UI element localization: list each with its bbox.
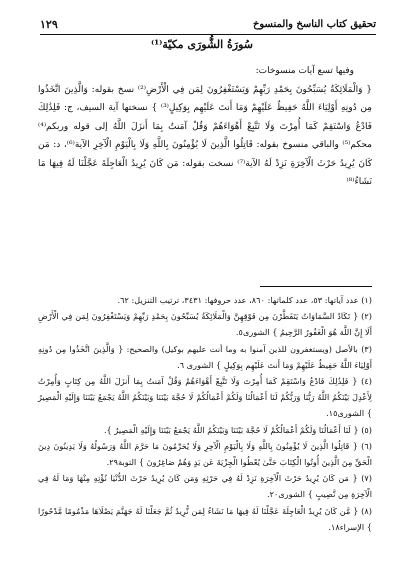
surah-title: سُورَةُ الشُّورَى مكيّة⁽¹⁾ [150, 38, 254, 51]
footnote-1: (١) عدد آياتها: ٥٣، عدد كلماتها: ٨٦٠، عدد حروفها: ٣٤٣١، ترتيب التنزيل: ٦٢. [117, 295, 372, 305]
page-header [40, 17, 376, 35]
header-rule [40, 34, 376, 35]
footnotes [38, 292, 372, 535]
footnote-8: (٨) { مَّن كَانَ يُرِيدُ الْعَاجِلَةَ عَجَّلْنَا لَهُ فِيهَا مَا نَشَاءُ لِمَن نُّرِيدُ ثُمَّ جَعَلْنَا لَهُ جَهَنَّمَ يَصْلَاهَا مَذْمُومًا مَّدْحُورًا } الإسراء١٨. [38, 505, 372, 532]
footnote-7: (٧) { مَن كَانَ يُرِيدُ حَرْثَ الْآخِرَةِ نَزِدْ لَهُ فِي حَرْثِهِ وَمَن كَانَ يُرِيدُ حَرْثَ الدُّنْيَا نُؤْتِهِ مِنْهَا وَمَا لَهُ فِي الْآخِرَةِ مِن نَّصِيبٍ } الشورى٢٠. [38, 473, 372, 500]
footnote-2: (٢) { تَكَادُ السَّمَاوَاتُ يَتَفَطَّرْنَ مِن فَوْقِهِنَّ وَالْمَلَائِكَةُ يُسَبِّحُونَ بِحَمْدِ رَبِّهِمْ وَيَسْتَغْفِرُونَ لِمَن فِي الْأَرْضِ أَلَا إِنَّ اللَّهَ هُوَ الْغَفُورُ الرَّحِيمُ } الشورى٥. [38, 311, 372, 338]
footnote-6: (٦) { قَاتِلُوا الَّذِينَ لَا يُؤْمِنُونَ بِاللَّهِ وَلَا بِالْيَوْمِ الْآخِرِ وَلَا يُحَرِّمُونَ مَا حَرَّمَ اللَّهُ وَرَسُولُهُ وَلَا يَدِينُونَ دِينَ الْحَقِّ مِنَ الَّذِينَ أُوتُوا الْكِتَابَ حَتَّىٰ يُعْطُوا الْجِزْيَةَ عَن يَدٍ وَهُمْ صَاغِرُونَ } التوبة٢٩. [38, 440, 372, 468]
main-text [38, 62, 372, 192]
footnote-separator [260, 286, 372, 287]
page-number: ١٢٩ [40, 18, 58, 31]
footnote-3: (٣) بالأصل (ويستغفرون للذين آمنوا به وما أنت عليهم بوكيل) والصحيح: { وَالَّذِينَ اتَّخَذُوا مِن دُونِهِ أَوْلِيَاءَ اللَّهُ حَفِيظٌ عَلَيْهِمْ وَمَا أَنتَ عَلَيْهِم بِوَكِيلٍ } الشورى ٦. [38, 343, 372, 370]
footnote-5: (٥) { لَنَا أَعْمَالُنَا وَلَكُمْ أَعْمَالُكُمْ لَا حُجَّةَ بَيْنَنَا وَبَيْنَكُمُ اللَّهُ يَجْمَعُ بَيْنَنَا وَإِلَيْهِ الْمَصِيرُ }. [103, 424, 372, 435]
footnote-4: (٤) { فَلِذَٰلِكَ فَادْعُ وَاسْتَقِمْ كَمَا أُمِرْتَ وَلَا تَتَّبِعْ أَهْوَاءَهُمْ وَقُلْ آمَنتُ بِمَا أَنزَلَ اللَّهُ مِن كِتَابٍ وَأُمِرْتُ لِأَعْدِلَ بَيْنَكُمُ اللَّهُ رَبُّنَا وَرَبُّكُمْ لَنَا أَعْمَالُنَا وَلَكُمْ أَعْمَالُكُمْ لَا حُجَّةَ بَيْنَنَا وَبَيْنَكُمُ اللَّهُ يَجْمَعُ بَيْنَنَا وَإِلَيْهِ الْمَصِيرُ } الشورى١٥. [38, 376, 372, 419]
running-title: تحقيق كتاب الناسخ والمنسوخ [252, 19, 376, 30]
body-paragraph: { وَالْمَلَائِكَةُ يُسَبِّحُونَ بِحَمْدِ رَبِّهِمْ وَيَسْتَغْفِرُونَ لِمَن فِي الْأَرْضِ⁽²⁾ نسخ بقوله: وَالَّذِينَ اتَّخَذُوا مِن دُونِهِ أَوْلِيَاءَ اللَّهُ حَفِيظٌ عَلَيْهِمْ وَمَا أَنتَ عَلَيْهِم بِوَكِيلٍ⁽³⁾ } نسختها آية السيف، ج: فَلِذَٰلِكَ فَادْعُ وَاسْتَقِمْ كَمَا أُمِرْتَ وَلَا تَتَّبِعْ أَهْوَاءَهُمْ وَقُلْ آمَنتُ بِمَا أَنزَلَ اللَّهُ إلى قوله وربكم⁽⁴⁾ محكم⁽⁵⁾ والباقي منسوخ بقوله: قَاتِلُوا الَّذِينَ لَا يُؤْمِنُونَ بِاللَّهِ وَلَا بِالْيَوْمِ الْآخِرِ الآية⁽⁶⁾، د: مَن كَانَ يُرِيدُ حَرْثَ الْآخِرَةِ نَزِدْ لَهُ الآية⁽⁷⁾ نسخت بقوله: مَن كَانَ يُرِيدُ الْعَاجِلَةَ عَجَّلْنَا لَهُ فِيهَا مَا نَشَاءُ⁽⁸⁾ [38, 84, 372, 187]
intro-line: وفيها تسع آيات منسوخات: [255, 66, 354, 76]
